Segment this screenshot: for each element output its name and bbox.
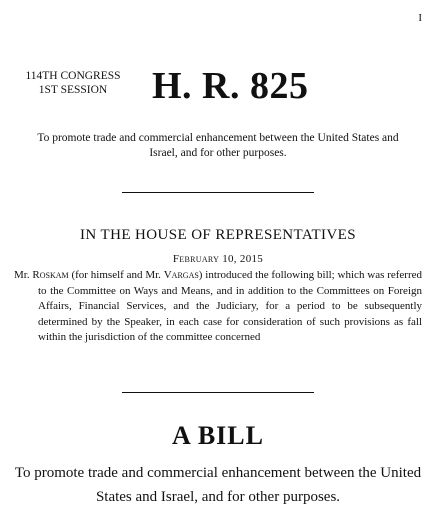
congress-session-block [14,69,132,97]
intro-text-2: ) introduced the following bill; which was referred to the Committee on Ways and Means, and in addition to the Committees on Foreign Affairs, Financial Services, and the Judiciary, for a period to be subsequently determined by the Speaker, in each case for consideration of such provisions as fall within the jurisdiction of the committee concerned [38,269,422,344]
chamber-heading: IN THE HOUSE OF REPRESENTATIVES [80,227,356,243]
sponsor-name: Roskam [32,269,69,281]
bill-number: H. R. 825 [152,65,309,107]
session-label: 1ST SESSION [38,84,108,96]
page-number: I [418,12,422,24]
congress-label: 114TH CONGRESS [25,70,121,82]
cosponsor-name: Vargas [163,269,199,281]
divider-top [122,192,314,193]
introduction-paragraph [14,268,422,346]
purpose-statement: To promote trade and commercial enhancement between the United States and Israel, and for other purposes. [37,132,399,159]
divider-bottom [122,392,314,393]
intro-text-1: (for himself and Mr. [68,269,164,281]
long-title: To promote trade and commercial enhancement between the United States and Israel, and for other purposes. [14,465,422,505]
intro-prefix: Mr. [14,269,33,281]
bill-heading: A BILL [172,421,264,450]
introduction-date: February 10, 2015 [172,253,264,265]
